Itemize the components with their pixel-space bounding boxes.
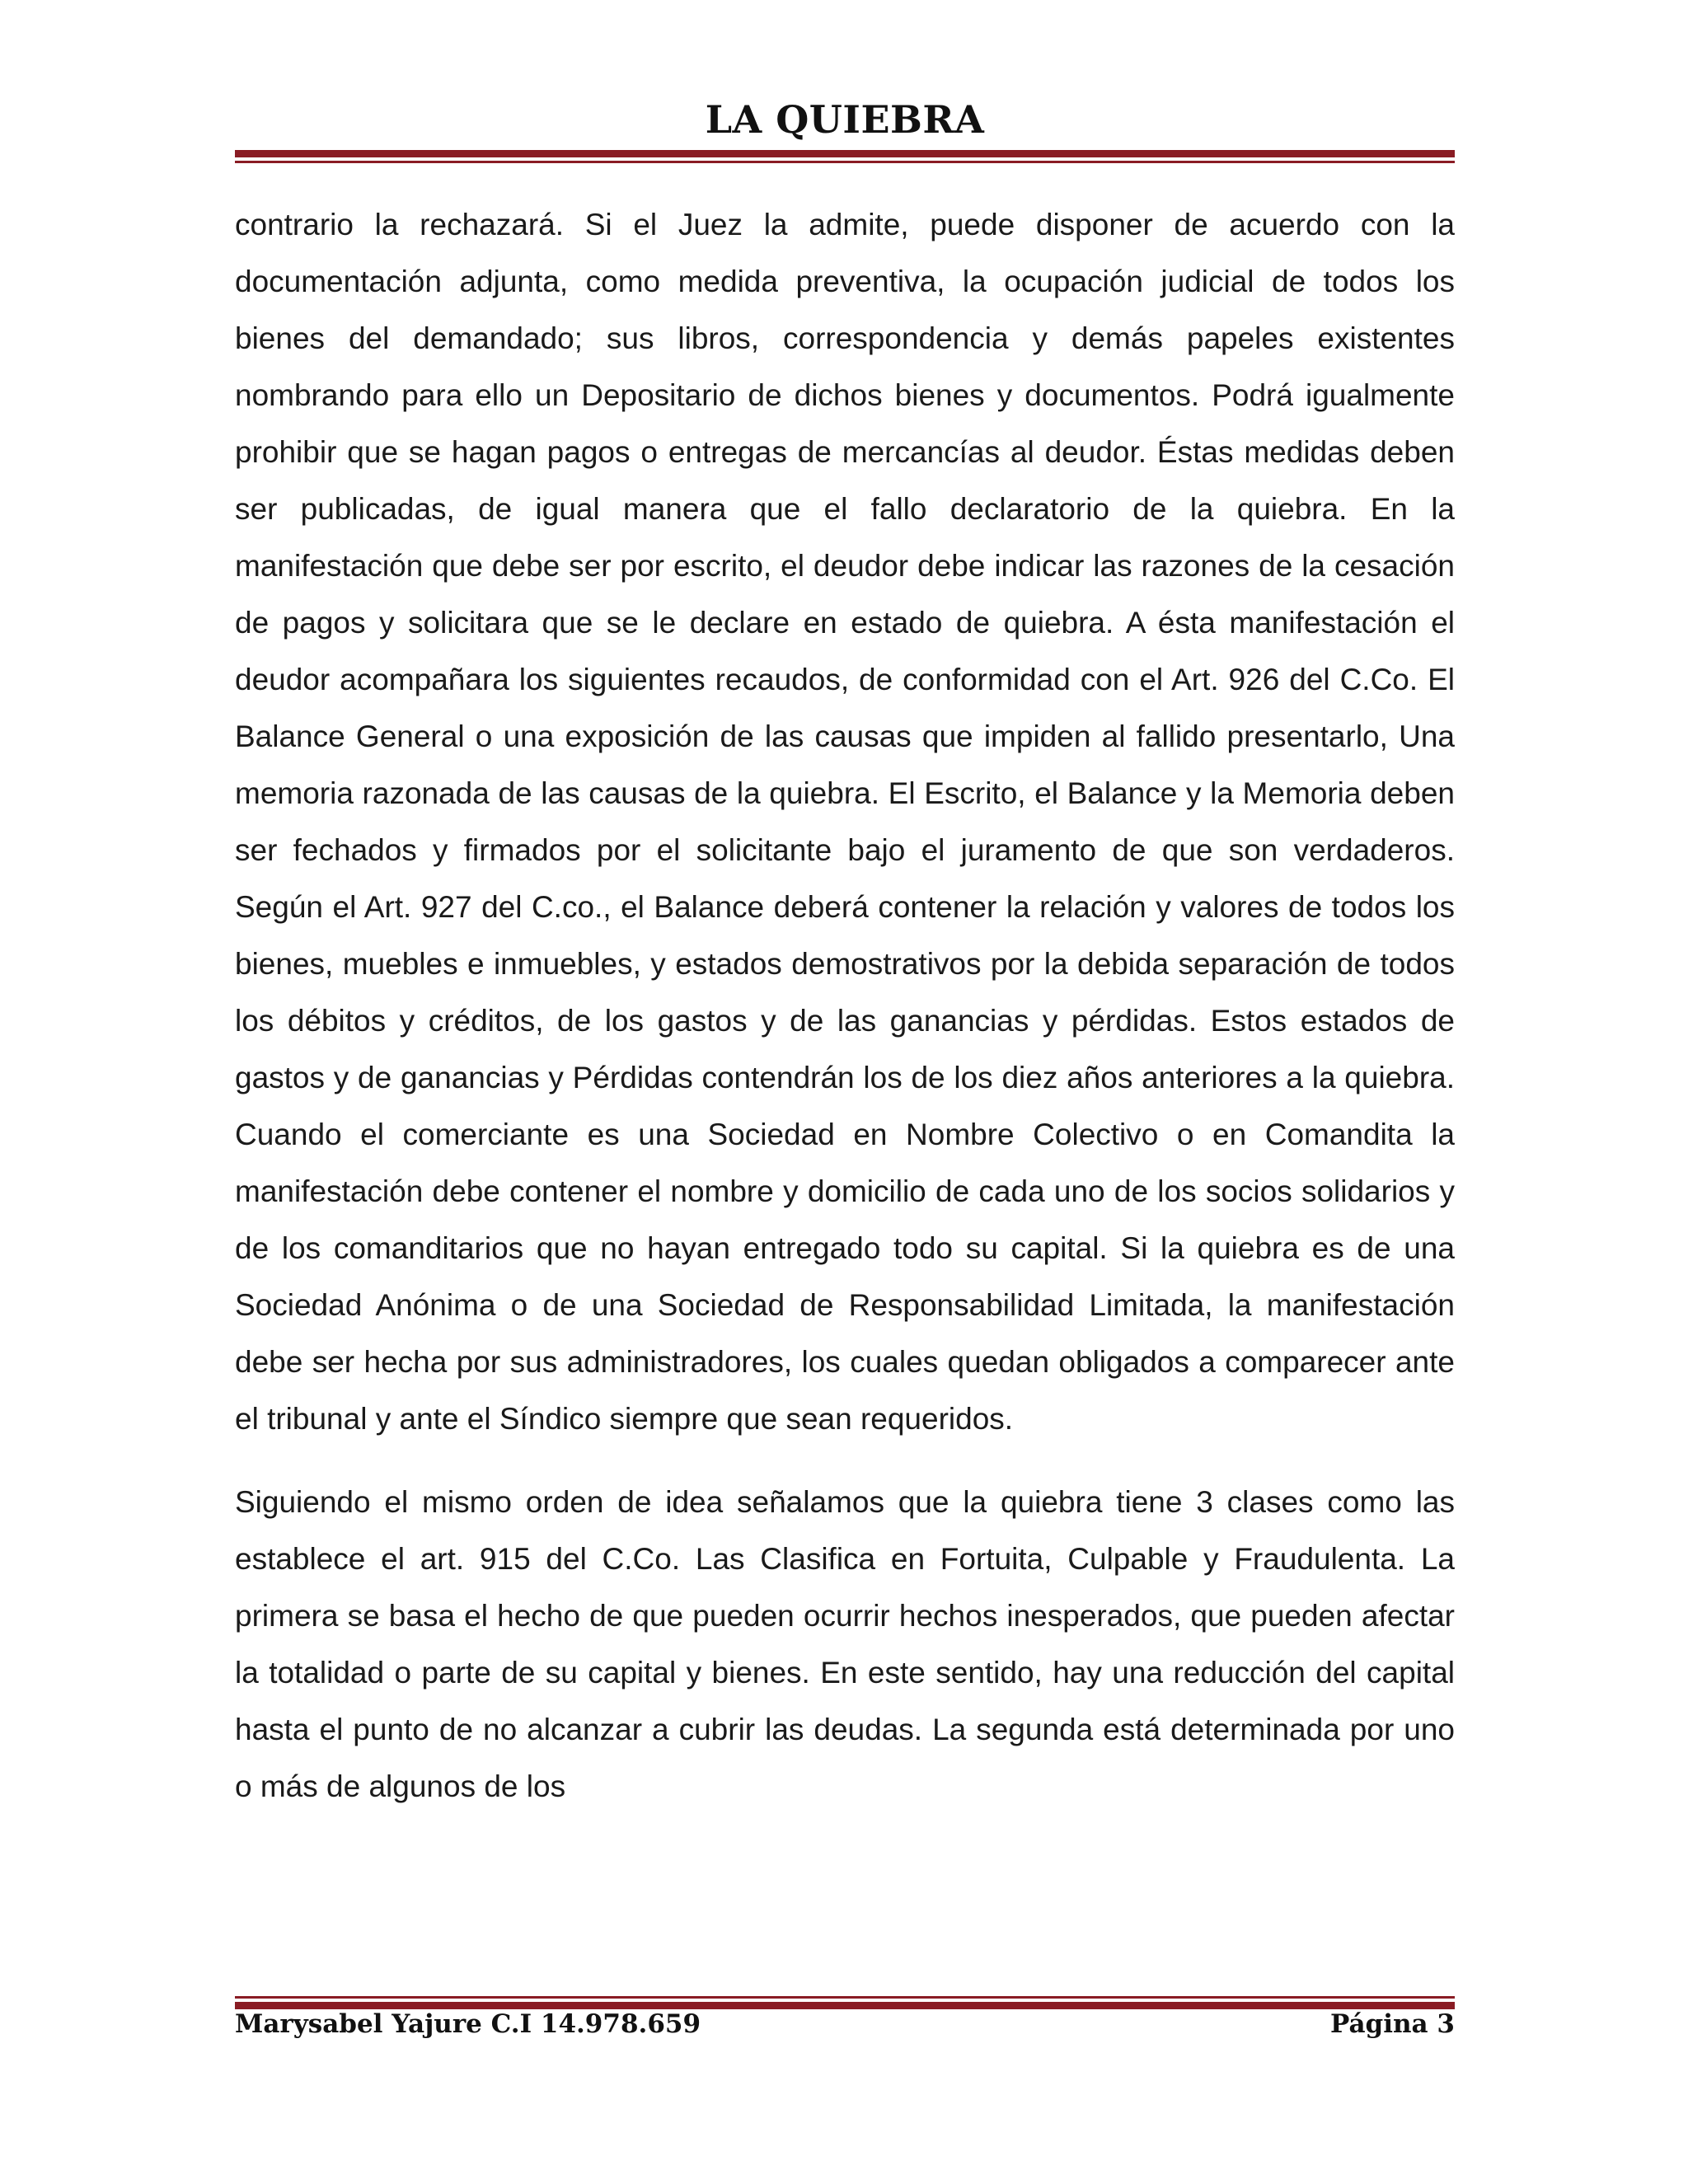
footer-author: Marysabel Yajure C.I 14.978.659 bbox=[235, 2009, 701, 2039]
document-body bbox=[235, 196, 1455, 1815]
page-footer bbox=[235, 2009, 1455, 2039]
page-header-title: LA QUIEBRA bbox=[705, 97, 985, 142]
footer-page-number: Página 3 bbox=[1329, 2009, 1455, 2039]
footer-divider bbox=[235, 1996, 1455, 2009]
header-divider-thin-line bbox=[235, 161, 1455, 163]
header-divider-thick-line bbox=[235, 150, 1455, 157]
body-paragraph-2: Siguiendo el mismo orden de idea señalamos que la quiebra tiene 3 clases como las establece el art. 915 del C.Co. Las Clasifica en Fortuita, Culpable y Fraudulenta. La primera se basa el hecho de que pueden ocurrir hechos inesperados, que pueden afectar la totalidad o parte de su capital y bienes. En este sentido, hay una reducción del capital hasta el punto de no alcanzar a cubrir las deudas. La segunda está determinada por uno o más de algunos de los bbox=[235, 1485, 1455, 1803]
footer-divider-thick-line bbox=[235, 2002, 1455, 2009]
body-paragraph-1: contrario la rechazará. Si el Juez la admite, puede disponer de acuerdo con la documentación adjunta, como medida preventiva, la ocupación judicial de todos los bienes del demandado; sus libros, correspondencia y demás papeles existentes nombrando para ello un Depositario de dichos bienes y documentos. Podrá igualmente prohibir que se hagan pagos o entregas de mercancías al deudor. Éstas medidas deben ser publicadas, de igual manera que el fallo declaratorio de la quiebra. En la manifestación que debe ser por escrito, el deudor debe indicar las razones de la cesación de pagos y solicitara que se le declare en estado de quiebra. A ésta manifestación el deudor acompañara los siguientes recaudos, de conformidad con el Art. 926 del C.Co. El Balance General o una exposición de las causas que impiden al fallido presentarlo, Una memoria razonada de las causas de la quiebra. El Escrito, el Balance y la Memoria deben ser fechados y firmados por el solicitante bajo el juramento de que son verdaderos. Según el Art. 927 del C.co., el Balance deberá contener la relación y valores de todos los bienes, muebles e inmuebles, y estados demostrativos por la debida separación de todos los débitos y créditos, de los gastos y de las ganancias y pérdidas. Estos estados de gastos y de ganancias y Pérdidas contendrán los de los diez años anteriores a la quiebra. Cuando el comerciante es una Sociedad en Nombre Colectivo o en Comandita la manifestación debe contener el nombre y domicilio de cada uno de los socios solidarios y de los comanditarios que no hayan entregado todo su capital. Si la quiebra es de una Sociedad Anónima o de una Sociedad de Responsabilidad Limitada, la manifestación debe ser hecha por sus administradores, los cuales quedan obligados a comparecer ante el tribunal y ante el Síndico siempre que sean requeridos. bbox=[235, 208, 1455, 1436]
header-divider bbox=[235, 150, 1455, 163]
